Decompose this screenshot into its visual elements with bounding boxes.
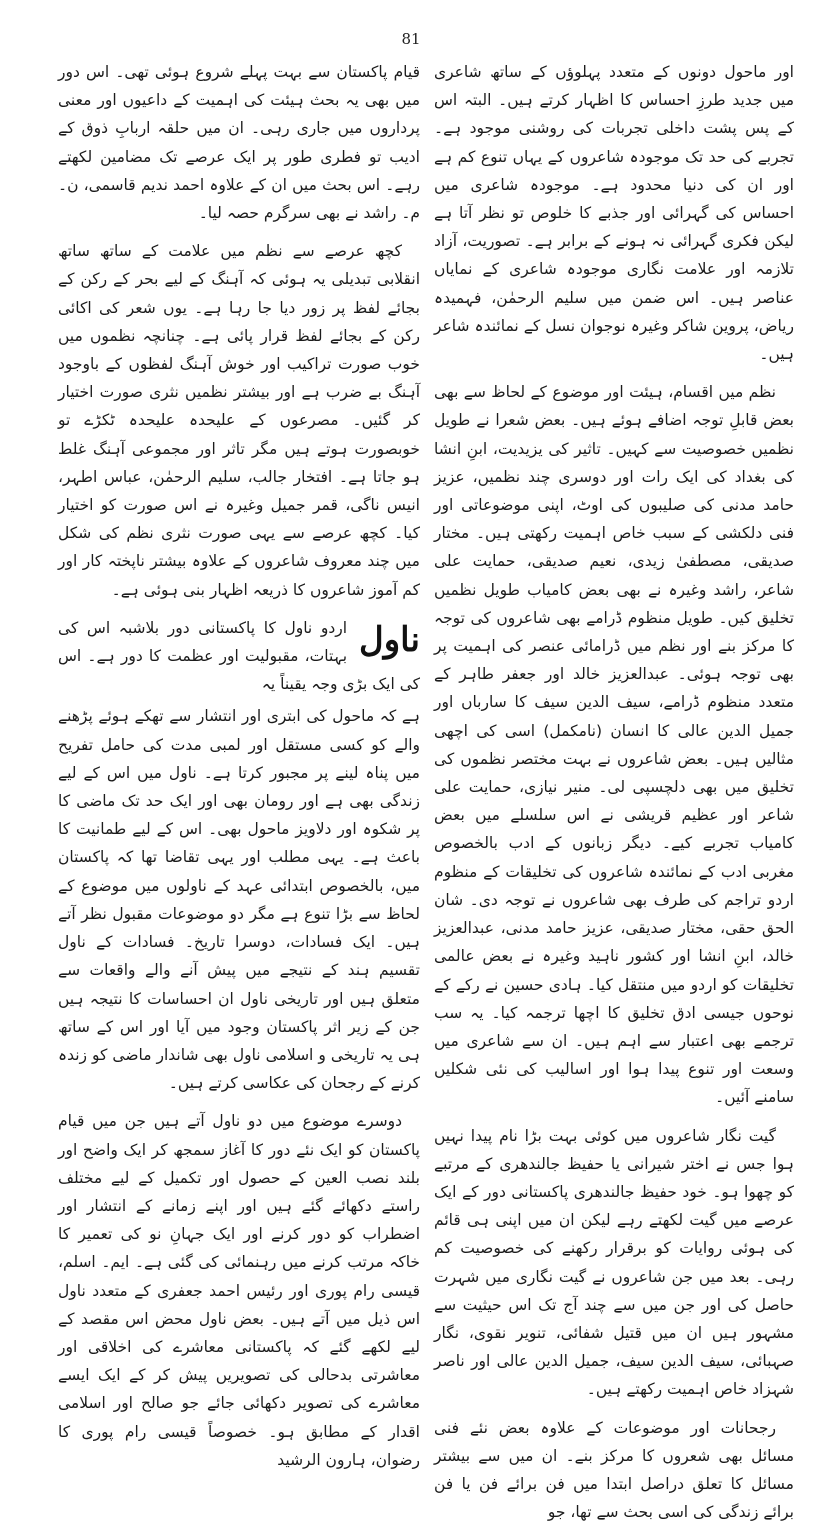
section-heading-novel: ناول — [359, 619, 420, 660]
section-intro: اردو ناول کا پاکستانی دور بلاشبہ اس کی بہتات، مقبولیت اور عظمت کا دور ہے۔ اس کی ایک بڑی وجہ یقیناً یہ — [58, 618, 420, 694]
paragraph: کچھ عرصے سے نظم میں علامت کے ساتھ ساتھ انقلابی تبدیلی یہ ہوئی کہ آہنگ کے لیے بحر کے رکن کے بجائے لفظ پر زور دیا جا رہا ہے۔ یوں شعر کی اکائی رکن کے بجائے لفظ قرار پائی ہے۔ چنانچہ نظموں میں خوب صورت تراکیب اور خوش آہنگ لفظوں کے باوجود آہنگ بے ضرب ہے اور بیشتر نظمیں نثری صورت اختیار کر گئیں۔ مصرعوں کے علیحدہ علیحدہ ٹکڑے تو خوبصورت ہوتے ہیں مگر تاثر اور مجموعی آہنگ غلط ہو جاتا ہے۔ افتخار جالب، سلیم الرحمٰن، عباس اطہر، انیس ناگی، قمر جمیل وغیرہ نے اس صورت کو اختیار کیا۔ کچھ عرصے سے یہی صورت نثری نظم کی شکل میں چند معروف شاعروں کے علاوہ بیشتر ناپختہ کار اور کم آموز شاعروں کا ذریعہ اظہار بنی ہوئی ہے۔ — [58, 242, 420, 599]
novel-section — [58, 614, 420, 699]
right-column — [434, 58, 794, 1522]
left-column — [58, 58, 420, 1469]
paragraph: گیت نگار شاعروں میں کوئی بہت بڑا نام پیدا نہیں ہوا جس نے اختر شیرانی یا حفیظ جالندھری کے مرتبے کو چھوا ہو۔ خود حفیظ جالندھری پاکستانی دور کے ایک عرصے میں گیت لکھتے رہے لیکن ان میں اپنی ہی قائم کی ہوئی روایات کو برقرار رکھنے کی خصوصیت کم رہی۔ بعد میں جن شاعروں نے گیت نگاری میں شہرت حاصل کی اور جن میں سے چند آج تک اس حیثیت سے مشہور ہیں ان میں قتیل شفائی، تنویر نقوی، نگار صہبائی، سیف الدین سیف، جمیل الدین عالی اور ناصر شہزاد خاص اہمیت رکھتے ہیں۔ — [434, 1126, 794, 1399]
paragraph: قیام پاکستان سے بہت پہلے شروع ہوئی تھی۔ اس دور میں بھی یہ بحث ہیئت کی اہمیت کے داعیوں اور معنی پرداروں میں جاری رہی۔ ان میں حلقہ اربابِ ذوق کے ادیب تو فطری طور پر ایک عرصے تک مضامین لکھتے رہے۔ اس بحث میں ان کے علاوہ احمد ندیم قاسمی، ن۔ م۔ راشد نے بھی سرگرم حصہ لیا۔ — [58, 63, 420, 223]
paragraph: نظم میں اقسام، ہیئت اور موضوع کے لحاظ سے بھی بعض قابلِ توجہ اضافے ہوئے ہیں۔ بعض شعرا نے طویل نظمیں خصوصیت سے کہیں۔ تاثیر کی یزیدیت، ابنِ انشا کی بغداد کی ایک رات اور دوسری چند نظمیں، عزیز حامد مدنی کی صلیبوں کی اوٹ، اپنی موضوعاتی اور فنی دلکشی کے سبب خاص اہمیت رکھتی ہیں۔ مختار صدیقی، مصطفیٰ زیدی، نعیم صدیقی، حمایت علی شاعر، راشد وغیرہ نے بھی بعض کامیاب طویل نظمیں تخلیق کیں۔ طویل منظوم ڈرامے بھی شاعروں کی توجہ کا مرکز بنے اور نظم میں ڈرامائی عنصر کی اہمیت پر بھی توجہ ہوئی۔ عبدالعزیز خالد اور جعفر طاہر کے متعدد منظوم ڈرامے، سیف الدین سیف کا سارباں اور جمیل الدین عالی کا انسان (نامکمل) اسی کی اچھی مثالیں ہیں۔ بعض شاعروں نے بہت مختصر نظموں کی تخلیق میں بھی دلچسپی لی۔ منیر نیازی، حمایت علی شاعر اور عظیم قریشی نے اس سلسلے میں بعض کامیاب تجربے کیے۔ دیگر زبانوں کے ادب بالخصوص مغربی ادب کے نمائندہ شاعروں کی تخلیقات کے منظوم اردو تراجم کی طرف بھی شاعروں نے توجہ دی۔ شان الحق حقی، مختار صدیقی، عزیز حامد مدنی، عبدالعزیز خالد، ابنِ انشا اور کشور ناہید وغیرہ نے بعض عالمی تخلیقات کو اردو میں منتقل کیا۔ ہادی حسین نے رکے کے نوحوں جیسی ادق تخلیق کا اچھا ترجمہ کیا۔ یہ سب ترجمے بھی اعتبار سے اہم ہیں۔ ان سے شاعری میں وسعت اور تنوع پیدا ہوا اور اسالیب کی نئی شکلیں سامنے آئیں۔ — [434, 383, 794, 1107]
paragraph: دوسرے موضوع میں دو ناول آتے ہیں جن میں قیام پاکستان کو ایک نئے دور کا آغاز سمجھ کر ایک واضح اور بلند نصب العین کے حصول اور تکمیل کے لیے مختلف راستے دکھائے گئے ہیں اور اپنے زمانے کے انتشار اور اضطراب کو دور کرنے اور ایک جہانِ نو کی تعمیر کا خاکہ مرتب کرنے میں رہنمائی کی گئی ہے۔ ایم۔ اسلم، قیسی رام پوری اور رئیس احمد جعفری کے متعدد ناول اس ذیل میں آتے ہیں۔ بعض ناول محض اس مقصد کے لیے لکھے گئے کہ پاکستانی معاشرے کی اخلاقی اور معاشرتی بدحالی کی تصویریں پیش کر کے ایک ایسے معاشرے کی تصویر دکھائی جائے جو صالح اور اسلامی اقدار کے مطابق ہو۔ خصوصاً قیسی رام پوری کا رضوان، ہارون الرشید — [58, 1112, 420, 1469]
paragraph: اور ماحول دونوں کے متعدد پہلوؤں کے ساتھ شاعری میں جدید طرزِ احساس کا اظہار کرتے ہیں۔ البتہ اس کے پس پشت داخلی تجربات کی روشنی موجود ہے۔ تجربے کی حد تک موجودہ شاعروں کے یہاں تنوع کم ہے اور ان کی دنیا محدود ہے۔ موجودہ شاعری میں احساس کی گہرائی اور جذبے کا خلوص تو نظر آتا ہے لیکن فکری گہرائی نہ ہونے کے برابر ہے۔ تصوریت، آزاد تلازمہ اور علامت نگاری موجودہ شاعری کے نمایاں عناصر ہیں۔ اس ضمن میں سلیم الرحمٰن، فہمیدہ ریاض، پروین شاکر وغیرہ نوجوان نسل کے نمائندہ شاعر ہیں۔ — [434, 63, 794, 364]
paragraph: رجحانات اور موضوعات کے علاوہ بعض نئے فنی مسائل بھی شعروں کا مرکز بنے۔ ان میں سے بیشتر مسائل کا تعلق دراصل ابتدا میں فن برائے فن یا فن برائے زندگی کی اسی بحث سے تھا، جو — [434, 1418, 794, 1522]
page-number: 81 — [401, 30, 421, 48]
paragraph: ہے کہ ماحول کی ابتری اور انتشار سے تھکے ہوئے پڑھنے والے کو کسی مستقل اور لمبی مدت کی حامل تفریح میں پناہ لینے پر مجبور کرتا ہے۔ ناول میں اس کے لیے زندگی بھی ہے اور رومان بھی اور ایک حد تک ماضی کا پر شکوہ اور دلاویز ماحول بھی۔ اس کے لیے طمانیت کا باعث ہے۔ یہی مطلب اور یہی تقاضا تھا کہ پاکستان میں، بالخصوص ابتدائی عہد کے ناولوں میں موضوع کے لحاظ سے بڑا تنوع ہے مگر دو موضوعات مقبول نظر آتے ہیں۔ ایک فسادات، دوسرا تاریخ۔ فسادات کے ناول تقسیم ہند کے نتیجے میں پیش آنے والے واقعات سے متعلق ہیں اور تاریخی ناول ان احساسات کا نتیجہ ہیں جن کے زیر اثر پاکستان وجود میں آیا اور اس کے ساتھ ہی یہ تاریخی و اسلامی ناول بھی شاندار ماضی کو زندہ کرنے کے رجحان کی عکاسی کرتے ہیں۔ — [58, 707, 420, 1093]
